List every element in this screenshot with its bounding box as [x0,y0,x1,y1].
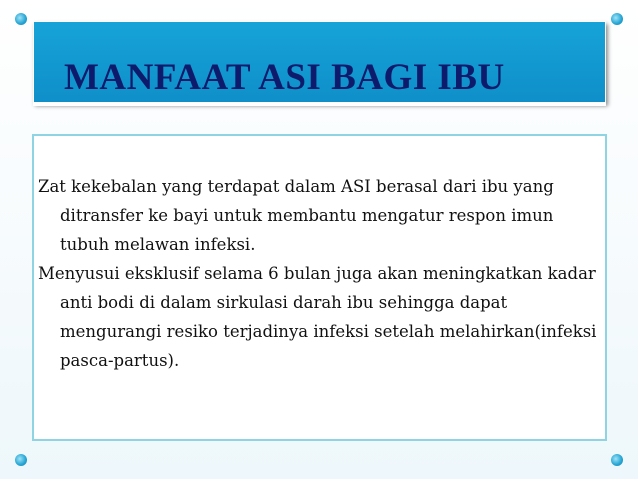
corner-dot-bottom-right [611,454,623,466]
corner-dot-bottom-left [15,454,27,466]
paragraph-2: Menyusui eksklusif selama 6 bulan juga akan meningkatkan kadar anti bodi di dalam sirkulasi darah ibu sehingga dapat mengurangi resiko terjadinya infeksi setelah melahirkan(infeksi pasca-partus). [38,264,597,370]
slide-title: MANFAAT ASI BAGI IBU [64,57,505,98]
corner-dot-top-left [15,13,27,25]
title-divider [33,103,606,106]
paragraph-1: Zat kekebalan yang terdapat dalam ASI berasal dari ibu yang ditransfer ke bayi untuk membantu mengatur respon imun tubuh melawan infeksi. [38,177,554,254]
corner-dot-top-right [611,13,623,25]
